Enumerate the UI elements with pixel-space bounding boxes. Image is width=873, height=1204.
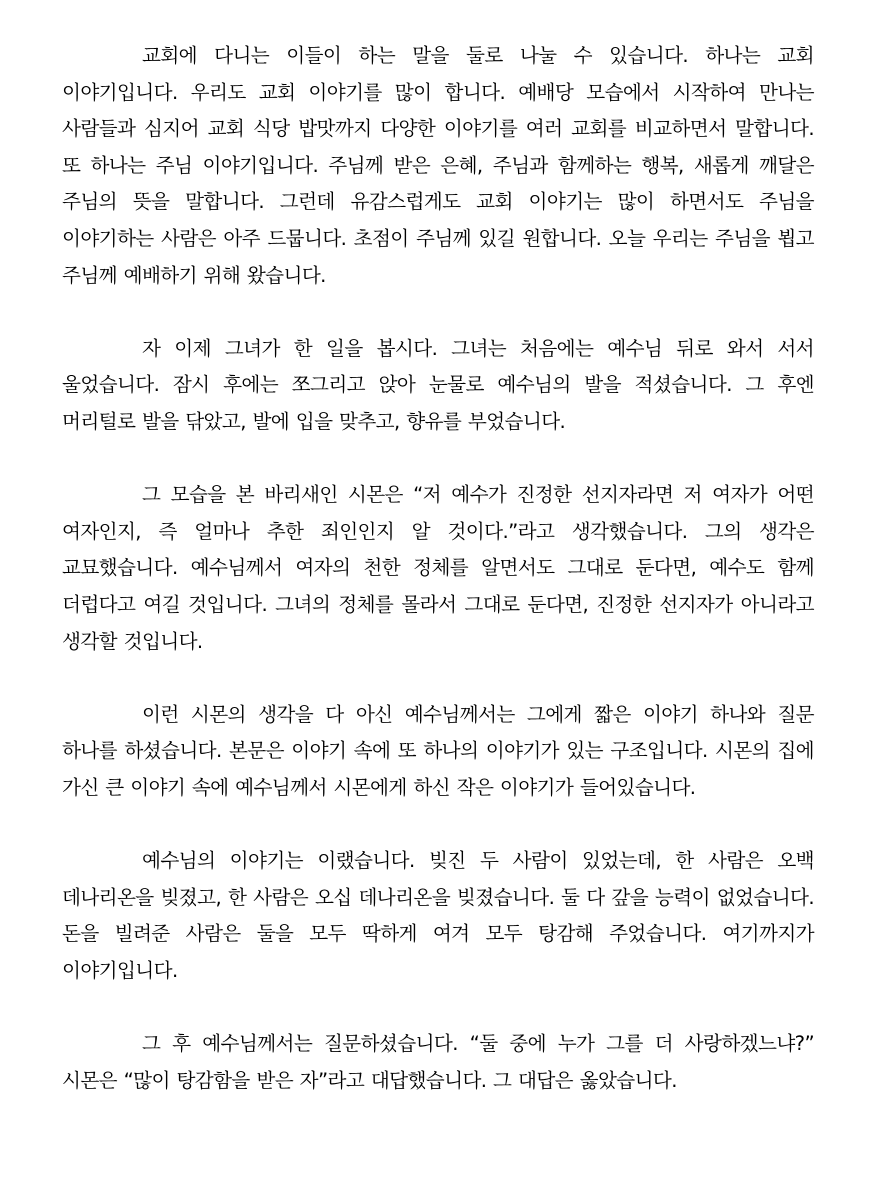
paragraph-1: 교회에 다니는 이들이 하는 말을 둘로 나눌 수 있습니다. 하나는 교회 이야기입니다. 우리도 교회 이야기를 많이 합니다. 예배당 모습에서 시작하여 만나는 사람들과 심지어 교회 식당 밥맛까지 다양한 이야기를 여러 교회를 비교하면서 말합니다. 또 하나는 주님 이야기입니다. 주님께 받은 은혜, 주님과 함께하는 행복, 새롭게 깨달은 주님의 뜻을 말합니다. 그런데 유감스럽게도 교회 이야기는 많이 하면서도 주님을 이야기하는 사람은 아주 드뭅니다. 초점이 주님께 있길 원합니다. 오늘 우리는 주님을 뵙고 주님께 예배하기 위해 왔습니다. — [62, 44, 814, 287]
paragraph-2: 자 이제 그녀가 한 일을 봅시다. 그녀는 처음에는 예수님 뒤로 와서 서서 울었습니다. 잠시 후에는 쪼그리고 앉아 눈물로 예수님의 발을 적셨습니다. 그 후엔 머리털로 발을 닦았고, 발에 입을 맞추고, 향유를 부었습니다. — [62, 336, 814, 433]
document-body — [62, 38, 814, 1099]
paragraph-4: 이런 시몬의 생각을 다 아신 예수님께서는 그에게 짧은 이야기 하나와 질문 하나를 하셨습니다. 본문은 이야기 속에 또 하나의 이야기가 있는 구조입니다. 시몬의 집에 가신 큰 이야기 속에 예수님께서 시몬에게 하신 작은 이야기가 들어있습니다. — [62, 702, 814, 799]
paragraph-6: 그 후 예수님께서는 질문하셨습니다. “둘 중에 누가 그를 더 사랑하겠느냐?” 시몬은 “많이 탕감함을 받은 자”라고 대답했습니다. 그 대답은 옳았습니다. — [62, 1032, 814, 1092]
paragraph-5: 예수님의 이야기는 이랬습니다. 빚진 두 사람이 있었는데, 한 사람은 오백 데나리온을 빚졌고, 한 사람은 오십 데나리온을 빚졌습니다. 둘 다 갚을 능력이 없었습니다. 돈을 빌려준 사람은 둘을 모두 딱하게 여겨 모두 탕감해 주었습니다. 여기까지가 이야기입니다. — [62, 849, 814, 982]
paragraph-3: 그 모습을 본 바리새인 시몬은 “저 예수가 진정한 선지자라면 저 여자가 어떤 여자인지, 즉 얼마나 추한 죄인인지 알 것이다.”라고 생각했습니다. 그의 생각은 교묘했습니다. 예수님께서 여자의 천한 정체를 알면서도 그대로 둔다면, 예수도 함께 더럽다고 여길 것입니다. 그녀의 정체를 몰라서 그대로 둔다면, 진정한 선지자가 아니라고 생각할 것입니다. — [62, 483, 814, 653]
